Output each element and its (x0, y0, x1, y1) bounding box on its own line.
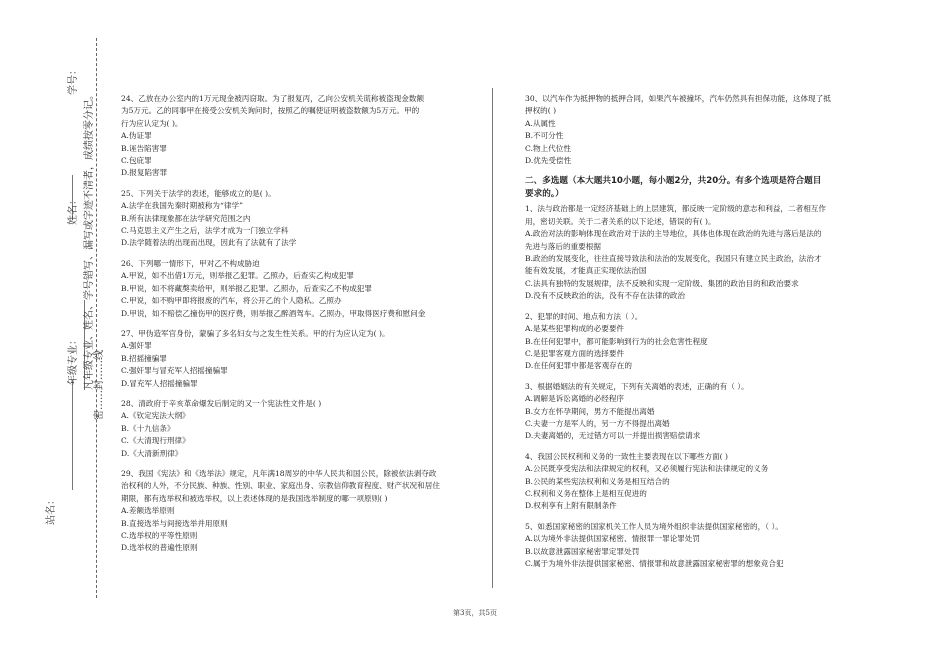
question-item (525, 311, 933, 373)
answer-option: D.权利享有上附有限制条件 (525, 501, 617, 511)
column-divider (492, 88, 493, 588)
question-stem-line: 25、下列关于法学的表述，能够成立的是( )。 (121, 188, 276, 198)
answer-option: A.伪证罪 (121, 131, 152, 141)
question-item (525, 203, 933, 302)
answer-option: A.差额选举原则 (121, 506, 175, 516)
question-stem-line: 押权的( ) (525, 106, 557, 116)
question-stem-line: 28、清政府于辛亥革命爆发后制定的又一个宪法性文件是( ) (121, 398, 322, 408)
answer-option: A.强奸罪 (121, 341, 152, 351)
answer-option: D.优先受偿性 (525, 156, 572, 166)
fill-line-school (72, 380, 73, 490)
answer-option: B.《十九信条》 (121, 423, 175, 433)
question-stem-line: 2、犯罪的时间、地点和方法（ ）。 (525, 311, 643, 321)
right-column (525, 93, 933, 578)
question-item (121, 258, 529, 320)
answer-option: C.夫妻一方是军人的，另一方不得提出离婚 (525, 418, 670, 428)
answer-option: D.《大清新刑律》 (121, 448, 183, 458)
page-footer: 第3页，共5页 (453, 609, 497, 617)
answer-option: B.公民的某些宪法权利和义务是相互结合的 (525, 476, 670, 486)
grade-label: 年级专业： (68, 335, 79, 385)
student-id-label: 学号： (68, 65, 79, 95)
answer-option: B.所有法律现象都在法学研究范围之内 (121, 213, 251, 223)
answer-option: D.在任何犯罪中都是客观存在的 (525, 361, 632, 371)
answer-option: B.不可分性 (525, 131, 564, 141)
question-item (525, 521, 933, 571)
question-stem-line: 3、根据婚姻法的有关规定，下列有关离婚的表述，正确的有（ ）。 (525, 381, 749, 391)
answer-option: D.选举权的普遍性原则 (121, 543, 198, 553)
right-multiple-choice (525, 203, 933, 570)
answer-option: C.选举权的平等性原则 (121, 531, 198, 540)
question-stem-line: 27、甲伪造军官身份，蒙骗了多名妇女与之发生性关系。甲的行为应认定为( )。 (121, 328, 390, 338)
question-item (121, 188, 529, 250)
question-stem-line: 29、我国《宪法》和《选举法》规定，凡年满18周岁的中华人民共和国公民，除被依法剥夺政 (121, 468, 437, 478)
question-stem-line: 24、乙放在办公室内的1万元现金被丙窃取。为了报复丙，乙向公安机关谎称被盗现金数额 (121, 94, 425, 103)
answer-option: C.强奸罪与冒充军人招摇撞骗罪 (121, 366, 228, 376)
question-item (121, 468, 529, 555)
answer-option: 能有效发展，才能真正实现依法治国 (525, 266, 647, 276)
instruction-text: 凡年级专业、姓名、学号错写、漏写或字迹不清者，成绩按零分记。 (84, 90, 95, 390)
answer-option: B.政治的发展变化，往往直接导致法和法治的发展变化，我国只有建立民主政治，法治才 (525, 254, 822, 264)
answer-option: A.法学在我国先秦时期被称为“律学” (121, 201, 243, 211)
answer-option: A.公民既享受宪法和法律规定的权利，又必须履行宪法和法律规定的义务 (525, 464, 769, 474)
answer-option: C.法具有独特的发展规律，法不反映和实现一定阶级、集团的政治目的和政治要求 (525, 278, 799, 288)
question-item (525, 93, 933, 167)
section-title-multiple-choice (525, 175, 933, 201)
question-stem-line: 用，密切关联。关于二者关系的以下论述，错误的有( )。 (525, 216, 716, 226)
question-stem-line: 5、如悉国家秘密的国家机关工作人员为境外组织非法提供国家秘密的，（ ）。 (525, 521, 783, 531)
right-single-choice (525, 93, 933, 167)
answer-option: C.物上代位性 (525, 143, 571, 153)
answer-option: A.从属性 (525, 118, 556, 128)
question-stem-line: 26、下列哪一情形下，甲对乙不构成胁迫 (121, 258, 260, 268)
section-title-line: 二、多选题（本大题共10小题，每小题2分，共20分。有多个选项是符合题目 (525, 176, 822, 187)
answer-option: B.女方在怀孕期间，男方不能提出离婚 (525, 406, 655, 416)
answer-option: C.甲说，如不购甲即将报废的汽车，将公开乙的个人隐私。乙照办 (121, 296, 342, 306)
answer-option: A.《钦定宪法大纲》 (121, 411, 190, 421)
answer-option: B.招摇撞骗罪 (121, 353, 167, 363)
answer-option: D.法学随着法的出现而出现，因此有了法就有了法学 (121, 238, 297, 248)
question-item (121, 328, 529, 390)
question-item (525, 451, 933, 513)
answer-option: C.包庇罪 (121, 156, 152, 166)
answer-option: D.报复陷害罪 (121, 168, 168, 178)
answer-option: A.以为境外非法提供国家秘密、情报罪一罪论罪处罚 (525, 534, 700, 544)
question-item (121, 93, 529, 180)
question-item (121, 398, 529, 460)
answer-option: C.是犯罪客观方面的选择要件 (525, 348, 625, 358)
question-stem-line: 1、法与政治都是一定经济基础上的上层建筑，都反映一定阶级的意志和利益，二者相互作 (525, 204, 826, 214)
answer-option: B.直接选举与间接选举并用原则 (121, 518, 228, 528)
answer-option: C.《大清现行刑律》 (121, 436, 190, 446)
question-stem-line: 行为应认定为( )。 (121, 118, 183, 128)
question-stem-line: 期限，都有选举权和被选举权，以上表述体现的是我国选举制度的哪一项原则( ) (121, 493, 388, 503)
answer-option: A.甲说，如不出借1万元，则举报乙犯罪。乙照办，后查实乙构成犯罪 (121, 271, 354, 281)
answer-option: D.冒充军人招摇撞骗罪 (121, 378, 198, 388)
answer-option: B.诬告陷害罪 (121, 143, 167, 153)
answer-option: C.属于为境外非法提供国家秘密、情报罪和故意泄露国家秘密罪的想象竞合犯 (525, 559, 784, 568)
answer-option: D.没有不反映政治的法，没有不存在法律的政治 (525, 291, 686, 301)
question-item (525, 381, 933, 443)
question-stem-line: 4、我国公民权利和义务的一致性主要表现在以下哪些方面( ) (525, 451, 729, 461)
binding-margin (0, 0, 110, 672)
answer-option: C.权利和义务在整体上是相互促进的 (525, 488, 647, 498)
seal-dashed-line-outer (96, 38, 97, 598)
answer-option: C.马克思主义产生之后，法学才成为一门独立学科 (121, 226, 289, 236)
answer-option: B.在任何犯罪中，都可能影响到行为的社会危害性程度 (525, 336, 708, 346)
school-label: 站名： (46, 495, 57, 525)
left-column (121, 93, 529, 563)
seal-line-label: 密……封……线 (94, 350, 105, 420)
answer-option: A.调解是诉讼离婚的必经程序 (525, 394, 625, 404)
question-stem-line: 治权利的人外，不分民族、种族、性别、职业、家庭出身、宗教信仰教育程度、财产状况和居住 (121, 481, 440, 491)
question-stem-line: 30、以汽车作为抵押物的抵押合同，如果汽车被撞坏，汽车仍然具有担保功能，这体现了抵 (525, 94, 831, 103)
answer-option: B.以故意泄露国家秘密罪定罪处罚 (525, 546, 640, 556)
answer-option: A.政治对法的影响体现在政治对于法的主导地位，具体也体现在政治的先进与落后是法的 (525, 229, 822, 239)
name-label: 姓名： (68, 195, 79, 225)
answer-option: A.是某些犯罪构成的必要要件 (525, 324, 625, 334)
answer-option: D.甲说，如不赔偿乙撞伤甲的医疗费，则举报乙醉酒驾车。乙照办，甲取得医疗费和慰问金 (121, 308, 426, 318)
question-stem-line: 为5万元。乙的同事甲在接受公安机关询问时，按照乙的嘱使证明被盗数额为5万元。甲的 (121, 106, 420, 116)
answer-option: B.甲说，如不将藏獒卖给甲，则举报乙犯罪。乙照办，后查实乙不构成犯罪 (121, 283, 372, 293)
answer-option: D.夫妻离婚的，无过错方可以一并提出损害赔偿请求 (525, 431, 701, 441)
answer-option: 先进与落后的重要根据 (525, 241, 601, 251)
section-title-line: 要求的。） (525, 189, 564, 200)
